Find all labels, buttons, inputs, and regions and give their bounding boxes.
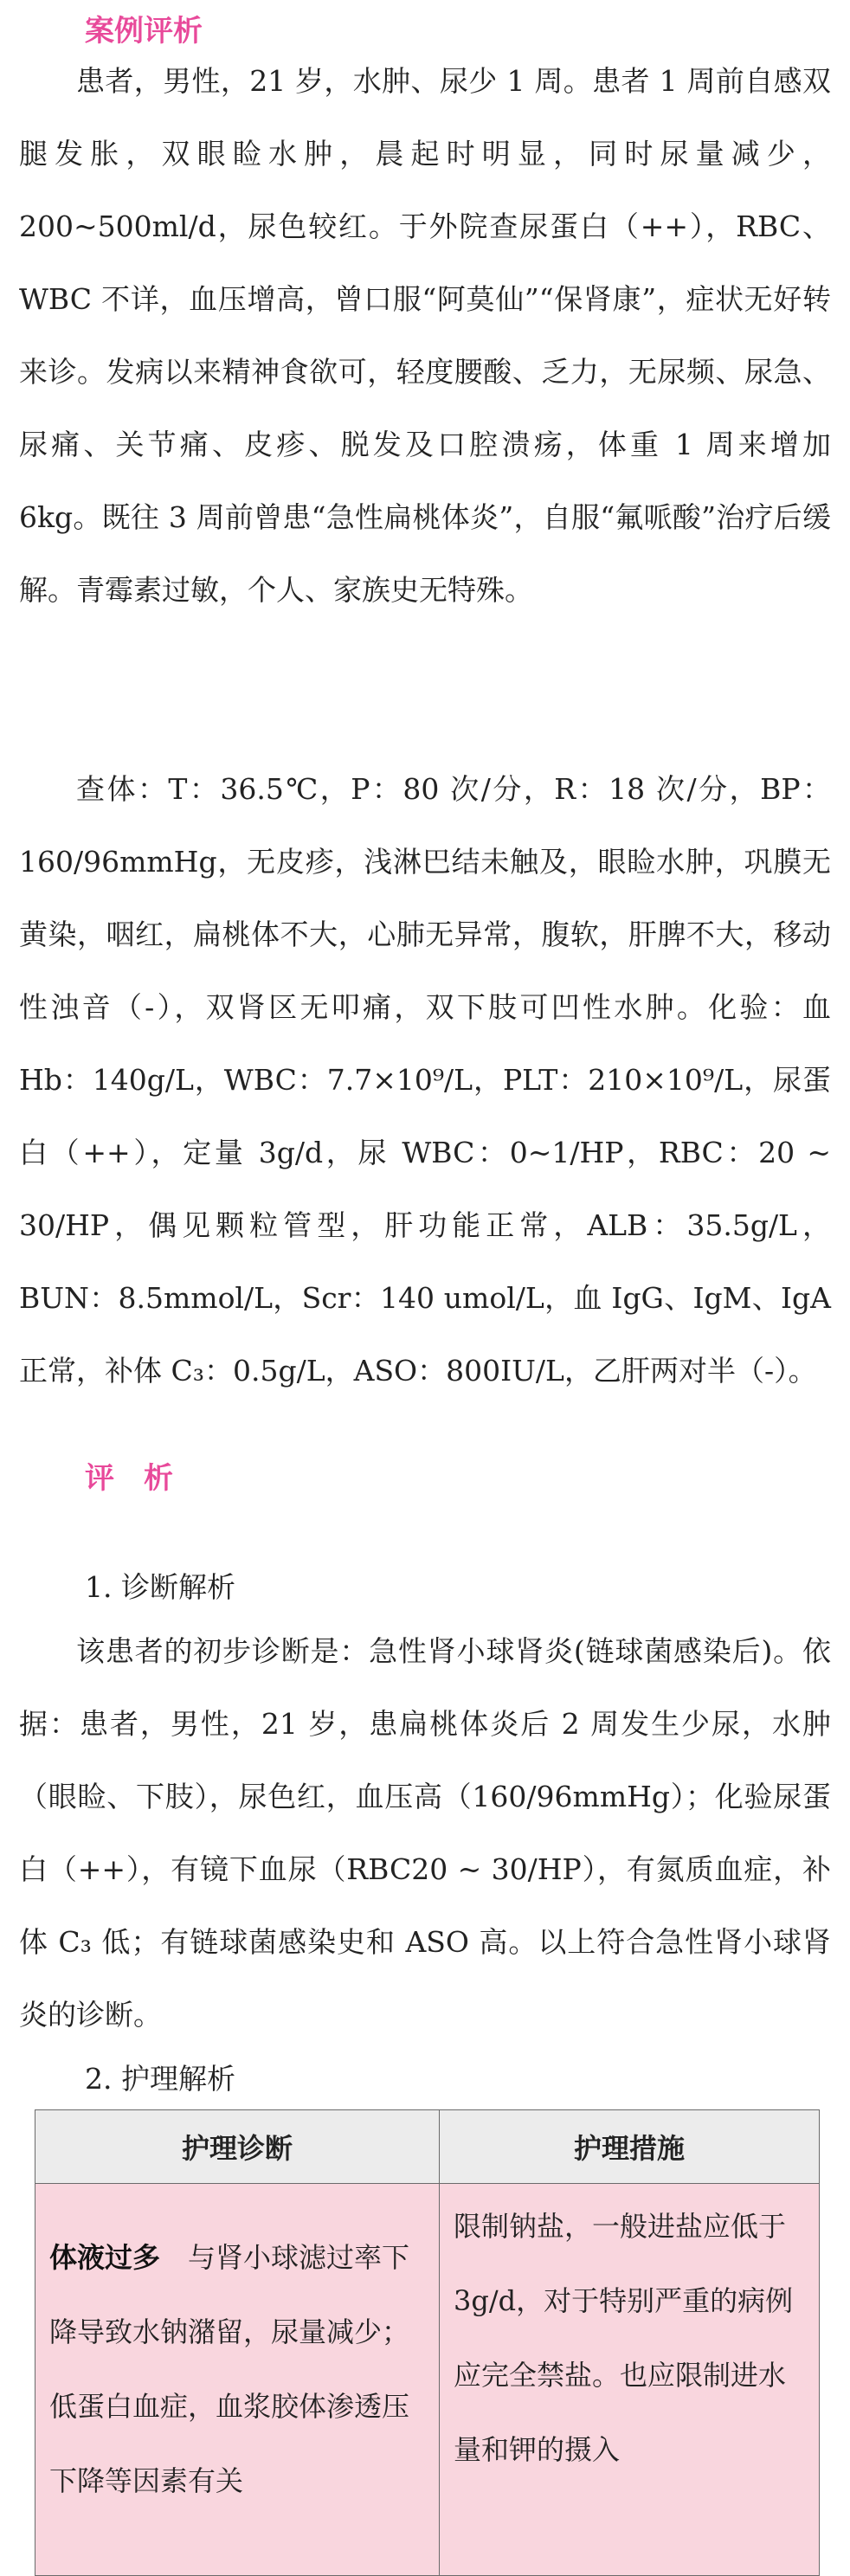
measures-cell: 限制钠盐，一般进盐应低于 3g/d，对于特别严重的病例应完全禁盐。也应限制进水量和钾的摄入: [440, 2184, 820, 2576]
nursing-care-table: [35, 2109, 820, 2576]
table-header-measures: 护理措施: [440, 2110, 820, 2184]
table-header-row: [35, 2110, 820, 2184]
nursing-subheading: 2. 护理解析: [85, 2062, 235, 2096]
diagnosis-cell: [35, 2184, 440, 2576]
diagnosis-reason: 与肾小球滤过率下降导致水钠潴留，尿量减少；低蛋白血症，血浆胶体渗透压下降等因素有关: [49, 2241, 410, 2497]
diagnosis-term: 体液过多: [49, 2241, 161, 2274]
case-exam-paragraph: 查体：T：36.5℃，P：80 次/分，R：18 次/分，BP：160/96mmHg，无皮疹，浅淋巴结未触及，眼睑水肿，巩膜无黄染，咽红，扁桃体不大，心肺无异常，腹软，肝脾不大，移动性浊音（-），双肾区无叩痛，双下肢可凹性水肿。化验：血 Hb：140g/L，WBC：7.7×10⁹/L，PLT：210×10⁹/L，尿蛋白（++），定量 3g/d，尿 WBC：0~1/HP，RBC：20 ~ 30/HP，偶见颗粒管型，肝功能正常，ALB：35.5g/L，BUN：8.5mmol/L，Scr：140 umol/L，血 IgG、IgM、IgA 正常，补体 C₃：0.5g/L，ASO：800IU/L，乙肝两对半（-）。: [19, 772, 831, 1388]
section-heading-analysis: 评 析: [85, 1461, 173, 1496]
section-heading-case: 案例评析: [85, 14, 203, 48]
table-row: [35, 2184, 820, 2576]
diagnosis-paragraph: 该患者的初步诊断是：急性肾小球肾炎(链球菌感染后)。依据：患者，男性，21 岁，患扁桃体炎后 2 周发生少尿，水肿（眼睑、下肢），尿色红，血压高（160/96mmHg）；化验尿蛋白（++），有镜下血尿（RBC20 ~ 30/HP），有氮质血症，补体 C₃ 低；有链球菌感染史和 ASO 高。以上符合急性肾小球肾炎的诊断。: [19, 1634, 831, 2032]
case-history-paragraph: 患者，男性，21 岁，水肿、尿少 1 周。患者 1 周前自感双腿发胀，双眼睑水肿，晨起时明显，同时尿量减少，200~500ml/d，尿色较红。于外院查尿蛋白（++），RBC、WBC 不详，血压增高，曾口服“阿莫仙”“保肾康”，症状无好转来诊。发病以来精神食欲可，轻度腰酸、乏力，无尿频、尿急、尿痛、关节痛、皮疹、脱发及口腔溃疡，体重 1 周来增加 6kg。既往 3 周前曾患“急性扁桃体炎”，自服“氟哌酸”治疗后缓解。青霉素过敏，个人、家族史无特殊。: [19, 64, 831, 607]
diagnosis-subheading: 1. 诊断解析: [85, 1570, 235, 1604]
table-header-diagnosis: 护理诊断: [35, 2110, 440, 2184]
